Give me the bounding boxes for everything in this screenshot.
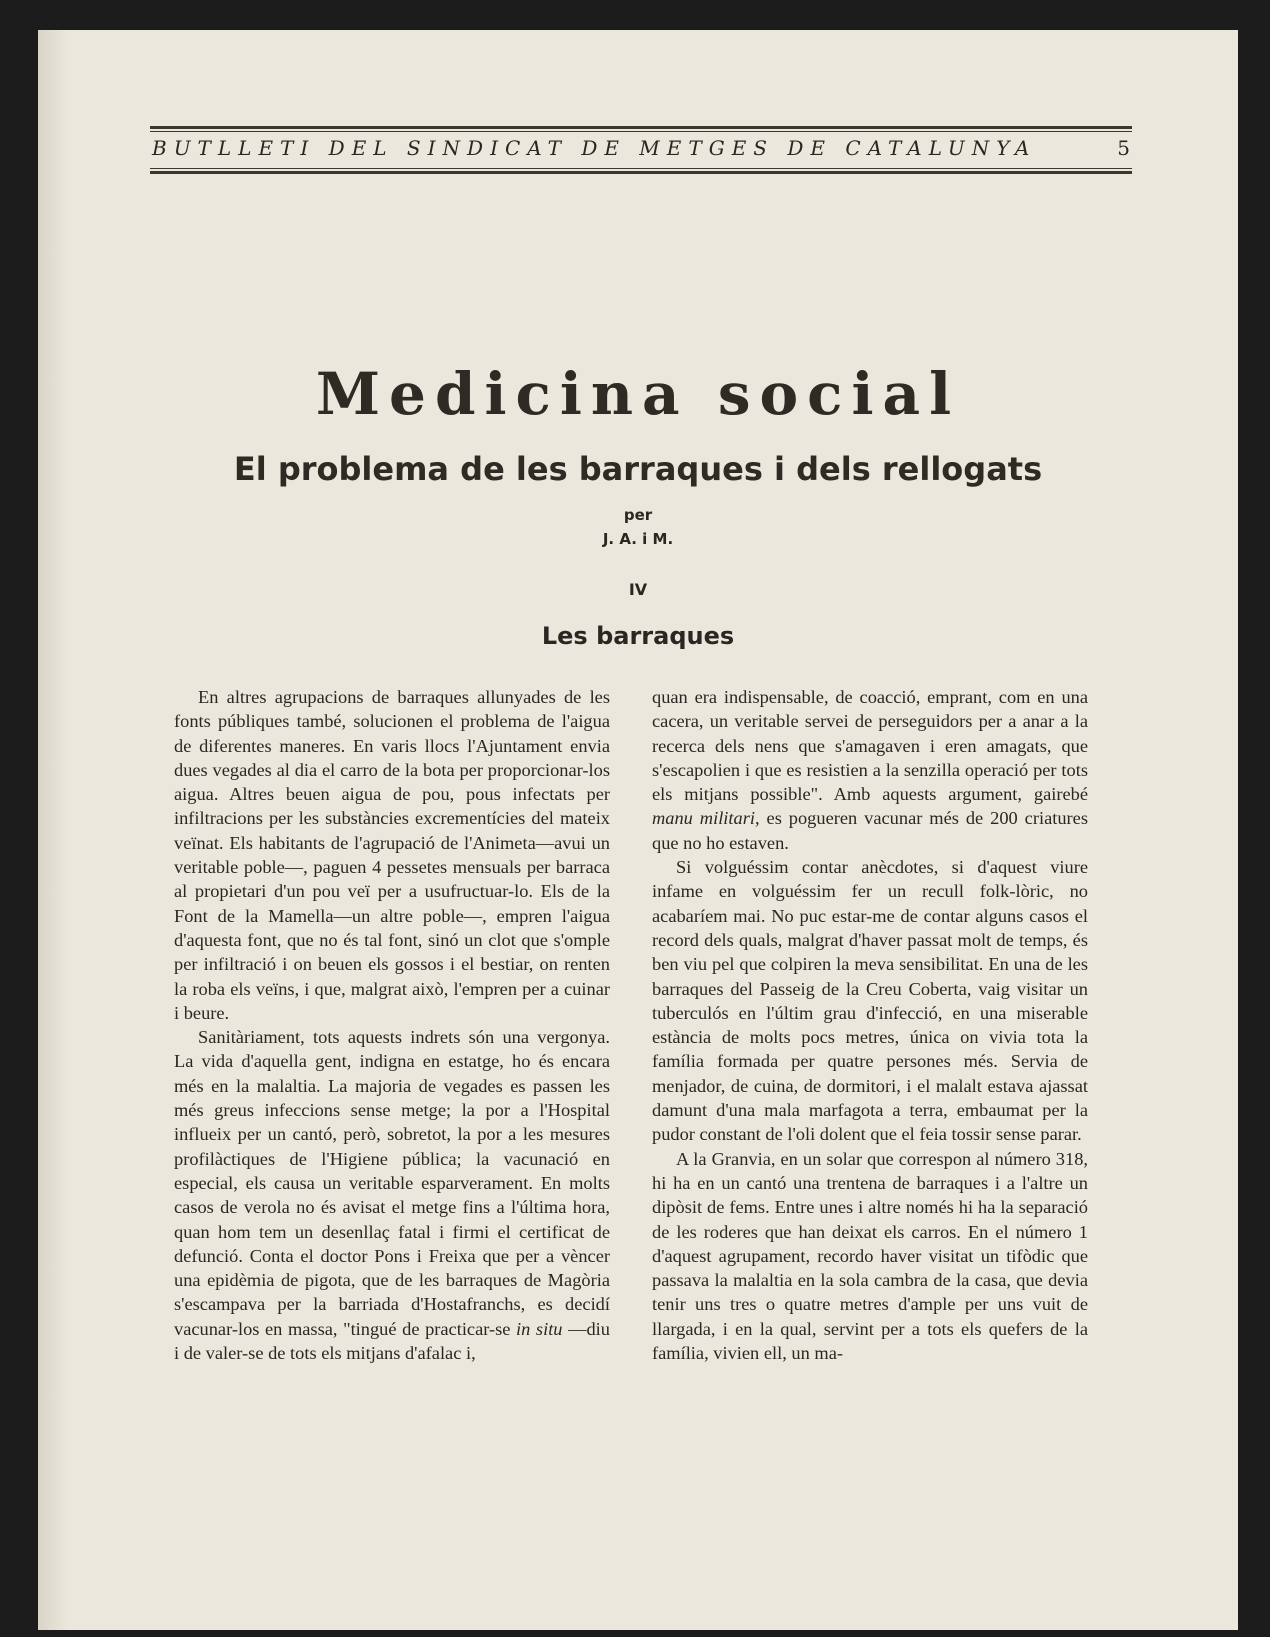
paragraph: En altres agrupacions de barraques allunyades de les fonts públiques també, solucionen el problema de l'aigua de diferentes maneres. En varis llocs l'Ajuntament envia dues vegades al dia el carro de la bota per proporcionar-los aigua. Altres beuen aigua de pou, pous infectats per infiltracions per les substàncies excrementícies del mateix veïnat. Els habitants de l'agrupació de l'Animeta—avui un veritable poble—, paguen 4 pessetes mensuals per barraca al propietari d'un pou veï per a usufructuar-lo. Els de la Font de la Mamella—un altre poble—, empren l'aigua d'aquesta font, que no és tal font, sinó un clot que s'omple per infiltració i on beuen els gossos i el bestiar, on renten la roba els veïns, i que, malgrat això, l'empren per a cuinar i beure.	[174, 687, 610, 1023]
paragraph	[174, 1025, 610, 1365]
journal-page	[38, 30, 1238, 1630]
article-subtitle: El problema de les barraques i dels rellogats	[233, 450, 1043, 488]
text-column-right	[652, 685, 1088, 1365]
paragraph-text: quan era indispensable, de coacció, emprant, com en una cacera, un veritable servei de perseguidors per a anar a la recerca dels nens que s'amagaven i eren amagats, que s'escapolien i que es resistien a la senzilla operació per tots els mitjans possible". Amb aquests argument, gairebé	[652, 687, 1088, 805]
byline-per: per	[623, 506, 653, 524]
italic-text: in situ	[516, 1318, 563, 1339]
header-top-rule	[150, 126, 1132, 129]
page-number: 5	[1117, 136, 1130, 160]
byline	[38, 503, 1238, 551]
article-title: Medicina social	[315, 360, 961, 428]
section-title: Les barraques	[541, 622, 735, 650]
paragraph	[652, 685, 1088, 855]
paragraph: A la Granvia, en un solar que correspon al número 318, hi ha en un cantó una trentena de barraques i a l'altre un dipòsit de fems. Entre unes i altre només hi ha la separació de les roderes que han deixat els carros. En el número 1 d'aquest agrupament, recordo haver visitat un tifòdic que passava la malaltia en la sola cambra de la casa, que devia tenir uns tres o quatre metres d'ample per uns vuit de llargada, i en la qual, servint per a tots els quefers de la família, vivien ell, un ma-	[652, 1148, 1088, 1364]
paragraph: Si volguéssim contar anècdotes, si d'aquest viure infame en volguéssim fer un recull folk-lòric, no acabaríem mai. No puc estar-me de contar alguns casos el record dels quals, malgrat d'haver passat molt de temps, és ben viu pel que colpiren la meva sensibilitat. En una de les barraques del Passeig de la Creu Coberta, vaig visitar un tuberculós en l'últim grau d'infecció, en una miserable estància de molts pocs metres, única on vivia tota la família formada per quatre persones més. Servia de menjador, de cuina, de dormitori, i el malalt estava ajassat damunt d'una mala marfagota a terra, embaumat per la pudor constant de l'oli dolent que el feia tossir sense parar.	[652, 857, 1088, 1145]
header-row	[150, 132, 1132, 166]
italic-text: manu militari,	[652, 808, 760, 829]
part-number: IV	[628, 580, 648, 599]
paragraph-text: —diu i de valer-se de tots els mitjans d'afalac i,	[174, 1318, 610, 1364]
byline-author: J. A. i M.	[602, 530, 674, 548]
header-bottom-thin-rule	[150, 168, 1132, 169]
text-column-left	[174, 685, 610, 1365]
page-spine-shadow	[38, 30, 68, 1630]
journal-running-title: BUTLLETI DEL SINDICAT DE METGES DE CATALUNYA	[152, 136, 1037, 160]
paragraph-text: Sanitàriament, tots aquests indrets són una vergonya. La vida d'aquella gent, indigna en estatge, ho és encara més en la malaltia. La majoria de vegades es passen les més greus infeccions sense metge; la por a l'Hospital influeix per un cantó, però, sobretot, la por a les mesures profilàctiques de l'Higiene pública; la vacunació en especial, els causa un veritable esparverament. En molts casos de verola no és avisat el metge fins a l'última hora, quan hom tem un desenllaç fatal i firmi el certificat de defunció. Conta el doctor Pons i Freixa que per a vèncer una epidèmia de pigota, que de les barraques de Magòria s'escampava per la barriada d'Hostafranchs, es decidí vacunar-los en massa, "tingué de practicar-se	[174, 1027, 610, 1339]
running-header	[150, 126, 1132, 174]
paragraph-text: es pogueren vacunar més de 200 criatures que no ho estaven.	[652, 808, 1088, 853]
header-bottom-rule	[150, 171, 1132, 174]
